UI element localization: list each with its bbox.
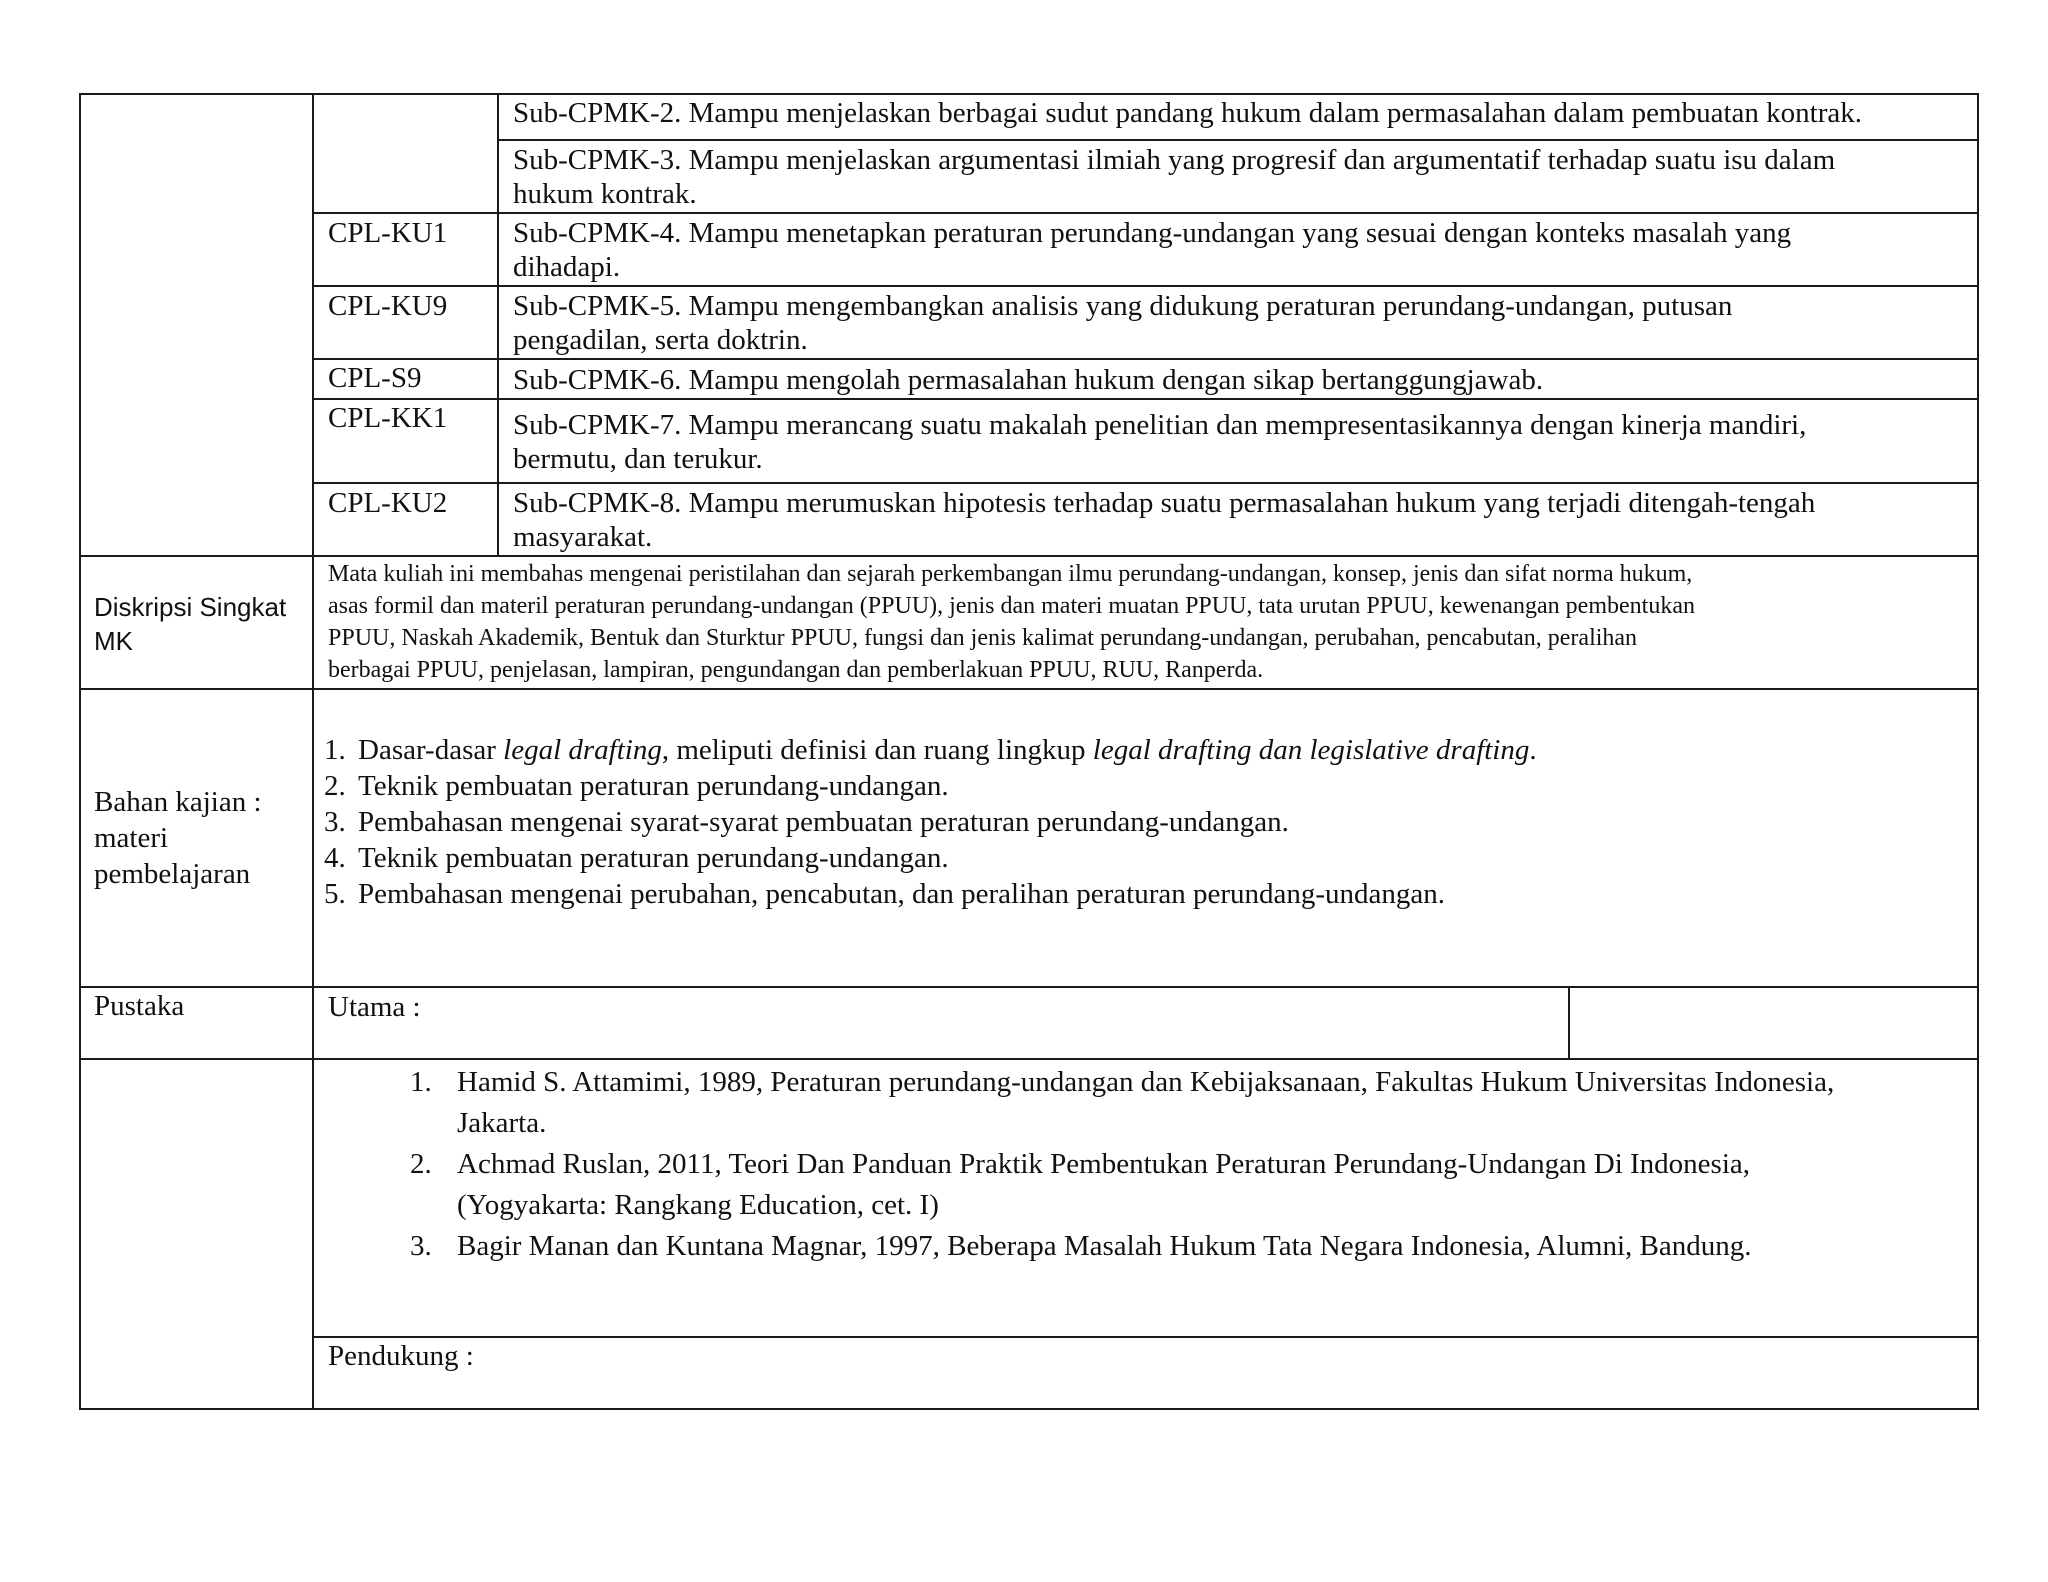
table-border-top <box>79 93 1979 95</box>
row-line <box>79 986 1979 988</box>
list-number: 3. <box>410 1230 432 1262</box>
list-number: 2. <box>324 770 346 802</box>
item-emphasis: legal drafting dan legislative drafting <box>1092 734 1530 766</box>
item-text: . <box>1529 734 1537 766</box>
deskripsi-text-line: PPUU, Naskah Akademik, Bentuk dan Sturktur PPUU, fungsi dan jenis kalimat perundang-undangan, perubahan, pencabutan, peralihan <box>328 625 1638 651</box>
item-text: Pembahasan mengenai perubahan, pencabutan, dan peralihan peraturan perundang-undangan. <box>358 878 1446 910</box>
bahan-kajian-label: materi <box>94 822 169 854</box>
list-number: 1. <box>324 734 346 766</box>
cpmk-text-line: dihadapi. <box>513 251 621 283</box>
row-line <box>312 482 1979 484</box>
bahan-kajian-item <box>324 876 1445 912</box>
cpl-code: CPL-KK1 <box>328 402 448 434</box>
row-line <box>497 139 1979 141</box>
item-text: Teknik pembuatan peraturan perundang-undangan. <box>358 770 949 802</box>
column-divider-cpl <box>497 94 499 556</box>
item-text: Pembahasan mengenai syarat-syarat pembuatan peraturan perundang-undangan. <box>358 806 1289 838</box>
pustaka-pendukung-label: Pendukung : <box>328 1340 474 1372</box>
cpmk-text-line: Sub-CPMK-7. Mampu merancang suatu makalah penelitian dan mempresentasikannya dengan kinerja mandiri, <box>513 409 1807 441</box>
row-line <box>79 555 1979 557</box>
row-line <box>312 285 1979 287</box>
row-line <box>312 1336 1979 1338</box>
cpmk-text-line: bermutu, dan terukur. <box>513 443 763 475</box>
list-number: 3. <box>324 806 346 838</box>
cpmk-text-line: masyarakat. <box>513 521 653 553</box>
row-line <box>312 212 1979 214</box>
deskripsi-label: MK <box>94 626 133 656</box>
reference-line: Achmad Ruslan, 2011, Teori Dan Panduan Praktik Pembentukan Peraturan Perundang-Undangan Di Indonesia, <box>457 1148 1751 1180</box>
cpl-code: CPL-S9 <box>328 362 422 394</box>
reference-line: (Yogyakarta: Rangkang Education, cet. I) <box>457 1189 939 1221</box>
cpmk-text-line: Sub-CPMK-6. Mampu mengolah permasalahan hukum dengan sikap bertanggungjawab. <box>513 364 1544 396</box>
cpmk-text-line: pengadilan, serta doktrin. <box>513 324 808 356</box>
cpmk-text-line: Sub-CPMK-3. Mampu menjelaskan argumentasi ilmiah yang progresif dan argumentatif terhadap suatu isu dalam <box>513 144 1836 176</box>
column-divider-label <box>312 94 314 1410</box>
item-text: , meliputi definisi dan ruang lingkup <box>661 734 1093 766</box>
cpmk-text-line: Sub-CPMK-8. Mampu merumuskan hipotesis terhadap suatu permasalahan hukum yang terjadi ditengah-tengah <box>513 487 1816 519</box>
cpmk-text-line: Sub-CPMK-5. Mampu mengembangkan analisis yang didukung peraturan perundang-undangan, putusan <box>513 290 1733 322</box>
reference-line: Hamid S. Attamimi, 1989, Peraturan perundang-undangan dan Kebijaksanaan, Fakultas Hukum Universitas Indonesia, <box>457 1066 1835 1098</box>
bahan-kajian-item <box>324 732 1537 768</box>
pustaka-utama-label: Utama : <box>328 991 421 1023</box>
deskripsi-label: Diskripsi Singkat <box>94 592 287 622</box>
column-divider-utama <box>1568 987 1570 1059</box>
cpl-code: CPL-KU2 <box>328 487 448 519</box>
bahan-kajian-item <box>324 768 949 804</box>
cpmk-text-line: hukum kontrak. <box>513 178 697 210</box>
list-number: 5. <box>324 878 346 910</box>
deskripsi-text-line: asas formil dan materil peraturan perundang-undangan (PPUU), jenis dan materi muatan PPUU, tata urutan PPUU, kewenangan pembentukan <box>328 593 1695 619</box>
cpmk-text-line: Sub-CPMK-2. Mampu menjelaskan berbagai sudut pandang hukum dalam permasalahan dalam pembuatan kontrak. <box>513 97 1862 129</box>
cpl-code: CPL-KU9 <box>328 290 448 322</box>
list-number: 4. <box>324 842 346 874</box>
bahan-kajian-item <box>324 804 1289 840</box>
cpmk-text-line: Sub-CPMK-4. Mampu menetapkan peraturan perundang-undangan yang sesuai dengan konteks masalah yang <box>513 217 1792 249</box>
table-border-left <box>79 94 81 1410</box>
item-text: Teknik pembuatan peraturan perundang-undangan. <box>358 842 949 874</box>
bahan-kajian-item <box>324 840 949 876</box>
reference-line: Bagir Manan dan Kuntana Magnar, 1997, Beberapa Masalah Hukum Tata Negara Indonesia, Alumni, Bandung. <box>457 1230 1752 1262</box>
pustaka-label: Pustaka <box>94 990 185 1022</box>
item-emphasis: legal drafting <box>503 734 662 766</box>
row-line <box>312 398 1979 400</box>
list-number: 1. <box>410 1066 432 1098</box>
row-line <box>79 688 1979 690</box>
cpl-code: CPL-KU1 <box>328 217 448 249</box>
row-line <box>79 1058 1979 1060</box>
table-border-right <box>1977 94 1979 1410</box>
list-number: 2. <box>410 1148 432 1180</box>
reference-line: Jakarta. <box>457 1107 547 1139</box>
bahan-kajian-label: pembelajaran <box>94 858 251 890</box>
table-border-bottom <box>79 1408 1979 1410</box>
bahan-kajian-label: Bahan kajian : <box>94 786 262 818</box>
item-text: Dasar-dasar <box>358 734 504 766</box>
deskripsi-text-line: Mata kuliah ini membahas mengenai peristilahan dan sejarah perkembangan ilmu perundang-undangan, konsep, jenis dan sifat norma hukum, <box>328 561 1693 587</box>
deskripsi-text-line: berbagai PPUU, penjelasan, lampiran, pengundangan dan pemberlakuan PPUU, RUU, Ranperda. <box>328 657 1264 683</box>
row-line <box>312 358 1979 360</box>
